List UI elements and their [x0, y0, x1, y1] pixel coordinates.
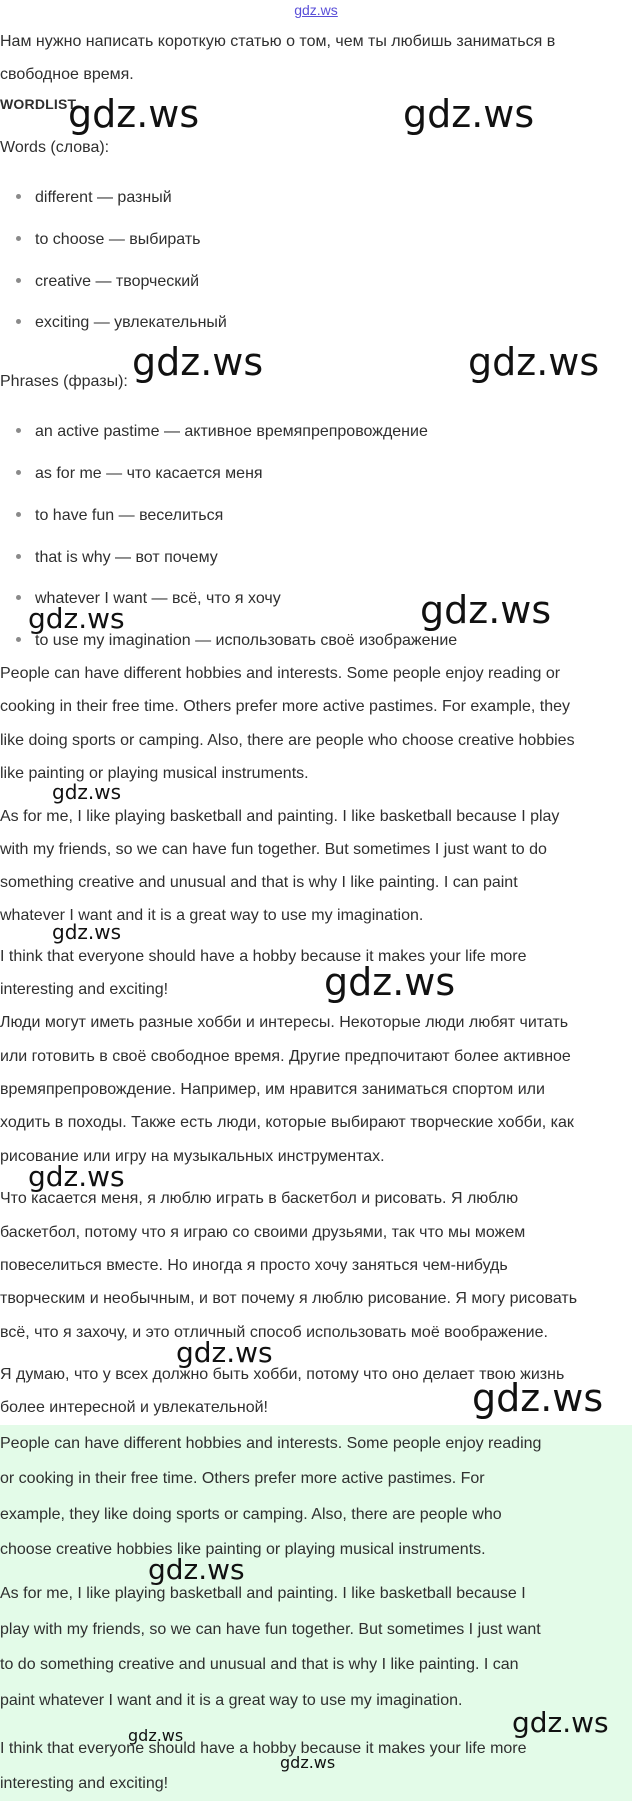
- text-line: People can have different hobbies and interests. Some people enjoy reading or: [0, 665, 561, 682]
- text-line: like doing sports or camping. Also, there are people who choose creative hobbies: [0, 732, 575, 749]
- text-line: повеселиться вместе. Но иногда я просто хочу заняться чем-нибудь: [0, 1257, 508, 1274]
- text-line: paint whatever I want and it is a great way to use my imagination.: [0, 1692, 463, 1709]
- list-item: [0, 423, 428, 441]
- watermark: gdz.ws: [132, 340, 264, 384]
- word-entry: to choose — выбирать: [35, 231, 201, 248]
- text-line: cooking in their free time. Others prefer more active pastimes. For example, they: [0, 698, 571, 715]
- watermark: gdz.ws: [472, 1376, 604, 1420]
- text-line: Что касается меня, я люблю играть в баскетбол и рисовать. Я люблю: [0, 1190, 519, 1207]
- wordlist-heading: WORDLIST: [0, 96, 77, 112]
- text-line: As for me, I like playing basketball and painting. I like basketball because I: [0, 1585, 526, 1602]
- watermark: gdz.ws: [280, 1753, 336, 1772]
- watermark: gdz.ws: [52, 780, 122, 804]
- text-line: something creative and unusual and that is why I like painting. I can paint: [0, 874, 518, 891]
- text-line: I think that everyone should have a hobby because it makes your life more: [0, 948, 527, 965]
- text-line: времяпрепровождение. Например, им нравится заниматься спортом или: [0, 1081, 545, 1098]
- list-item: [0, 273, 199, 291]
- text-line: As for me, I like playing basketball and painting. I like basketball because I play: [0, 808, 560, 825]
- text-line: I think that everyone should have a hobby because it makes your life more: [0, 1740, 527, 1757]
- watermark: gdz.ws: [128, 1726, 184, 1745]
- phrase-entry: as for me — что касается меня: [35, 465, 263, 482]
- text-line: или готовить в своё свободное время. Другие предпочитают более активное: [0, 1048, 571, 1065]
- watermark: gdz.ws: [512, 1706, 609, 1739]
- list-item: [0, 314, 227, 332]
- word-entry: different — разный: [35, 189, 172, 206]
- bullet-icon: [16, 278, 21, 283]
- text-line: interesting and exciting!: [0, 1775, 169, 1792]
- text-line: Люди могут иметь разные хобби и интересы. Некоторые люди любят читать: [0, 1014, 569, 1031]
- text-line: ходить в походы. Также есть люди, которые выбирают творческие хобби, как: [0, 1114, 574, 1131]
- intro-line: Нам нужно написать короткую статью о том, чем ты любишь заниматься в: [0, 33, 556, 50]
- watermark: gdz.ws: [403, 92, 535, 136]
- words-label: Words (слова):: [0, 139, 110, 156]
- text-line: interesting and exciting!: [0, 981, 169, 998]
- watermark: gdz.ws: [28, 602, 125, 635]
- text-line: Я думаю, что у всех должно быть хобби, потому что оно делает твою жизнь: [0, 1366, 565, 1383]
- phrase-entry: that is why — вот почему: [35, 549, 218, 566]
- text-line: более интересной и увлекательной!: [0, 1399, 268, 1416]
- text-line: People can have different hobbies and interests. Some people enjoy reading: [0, 1435, 542, 1452]
- list-item: [0, 507, 223, 525]
- bullet-icon: [16, 595, 21, 600]
- list-item: [0, 549, 218, 567]
- watermark: gdz.ws: [176, 1336, 273, 1369]
- word-entry: exciting — увлекательный: [35, 314, 227, 331]
- phrase-entry: to have fun — веселиться: [35, 507, 224, 524]
- text-line: with my friends, so we can have fun together. But sometimes I just want to do: [0, 841, 547, 858]
- text-line: like painting or playing musical instruments.: [0, 765, 309, 782]
- text-line: to do something creative and unusual and that is why I like painting. I can: [0, 1656, 519, 1673]
- text-line: choose creative hobbies like painting or playing musical instruments.: [0, 1541, 486, 1558]
- watermark: gdz.ws: [148, 1553, 245, 1586]
- text-line: творческим и необычным, и вот почему я люблю рисование. Я могу рисовать: [0, 1290, 578, 1307]
- bullet-icon: [16, 554, 21, 559]
- list-item: [0, 189, 172, 207]
- bullet-icon: [16, 470, 21, 475]
- watermark: gdz.ws: [68, 92, 200, 136]
- text-line: or cooking in their free time. Others prefer more active pastimes. For: [0, 1470, 485, 1487]
- bullet-icon: [16, 428, 21, 433]
- text-line: example, they like doing sports or camping. Also, there are people who: [0, 1506, 502, 1523]
- bullet-icon: [16, 512, 21, 517]
- watermark: gdz.ws: [28, 1160, 125, 1193]
- text-line: рисование или игру на музыкальных инструментах.: [0, 1148, 385, 1165]
- text-line: whatever I want and it is a great way to use my imagination.: [0, 907, 424, 924]
- phrases-label: Phrases (фразы):: [0, 373, 128, 390]
- list-item: [0, 465, 263, 483]
- bullet-icon: [16, 194, 21, 199]
- watermark: gdz.ws: [324, 960, 456, 1004]
- site-link[interactable]: gdz.ws: [294, 2, 338, 18]
- phrase-entry: to use my imagination — использовать своё изображение: [35, 632, 458, 649]
- text-line: баскетбол, потому что я играю со своими друзьями, так что мы можем: [0, 1224, 526, 1241]
- bullet-icon: [16, 236, 21, 241]
- intro-line: свободное время.: [0, 66, 134, 83]
- word-entry: creative — творческий: [35, 273, 200, 290]
- watermark: gdz.ws: [468, 340, 600, 384]
- bullet-icon: [16, 319, 21, 324]
- text-line: play with my friends, so we can have fun together. But sometimes I just want: [0, 1621, 541, 1638]
- phrase-entry: whatever I want — всё, что я хочу: [35, 590, 281, 607]
- watermark: gdz.ws: [52, 920, 122, 944]
- bullet-icon: [16, 637, 21, 642]
- list-item: [0, 231, 200, 249]
- text-line: всё, что я захочу, и это отличный способ использовать моё воображение.: [0, 1324, 548, 1341]
- watermark: gdz.ws: [420, 588, 552, 632]
- phrase-entry: an active pastime — активное времяпрепровождение: [35, 423, 428, 440]
